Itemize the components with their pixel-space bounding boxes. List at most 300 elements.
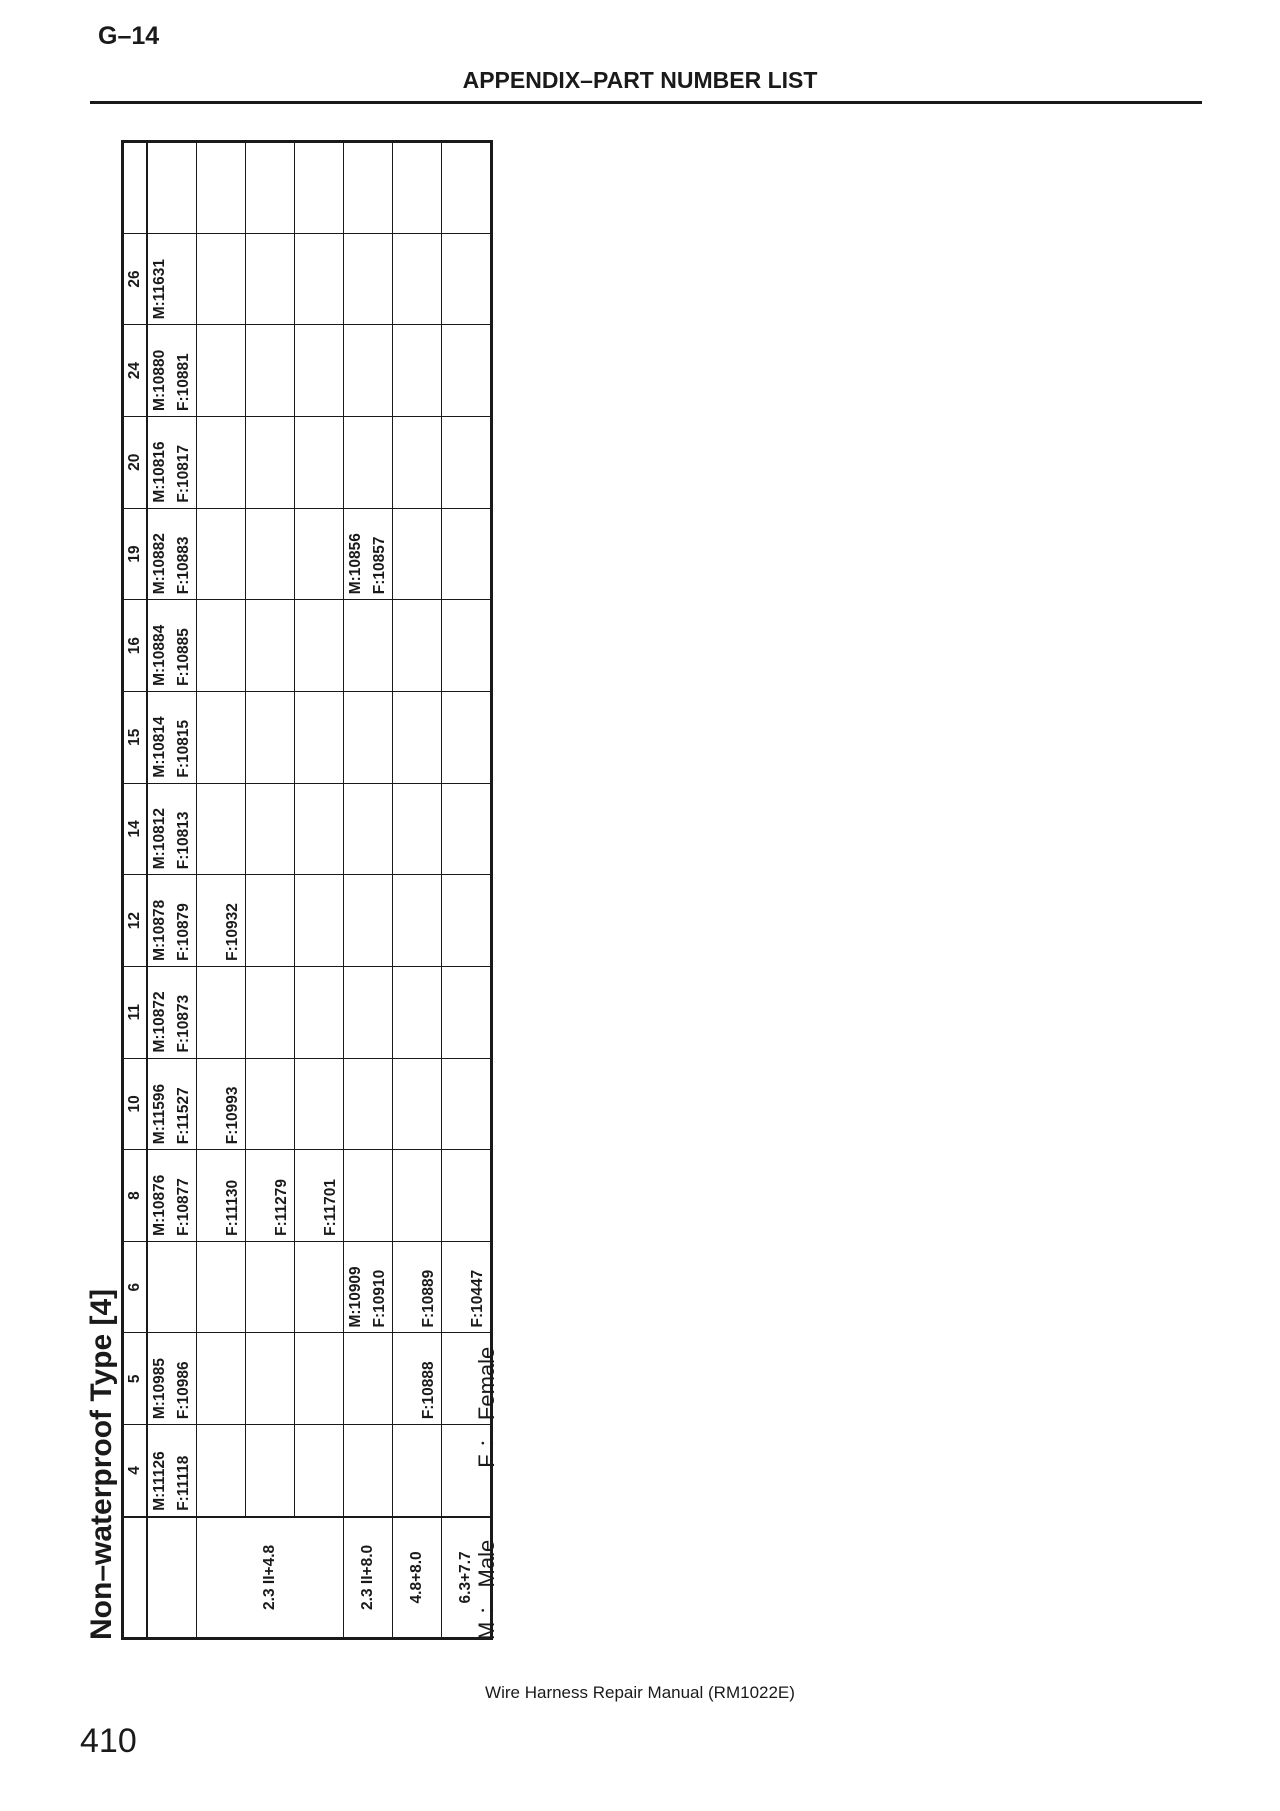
part-number bbox=[246, 880, 270, 961]
part-number bbox=[368, 605, 392, 686]
part-number bbox=[221, 330, 245, 411]
part-number bbox=[417, 422, 441, 503]
part-number bbox=[442, 422, 466, 503]
part-number-cell bbox=[147, 966, 197, 1058]
part-number bbox=[270, 330, 294, 411]
part-number: F:11118 bbox=[175, 1455, 192, 1511]
part-number bbox=[197, 330, 221, 411]
part-number-cell bbox=[246, 691, 295, 783]
part-number bbox=[295, 1247, 319, 1328]
part-number bbox=[393, 605, 417, 686]
part-number bbox=[270, 697, 294, 778]
part-number bbox=[197, 514, 221, 595]
column-header: 26 bbox=[123, 233, 148, 325]
part-number bbox=[246, 239, 270, 320]
part-number-cell bbox=[442, 416, 492, 508]
part-number bbox=[295, 514, 319, 595]
part-number bbox=[466, 148, 490, 228]
part-number bbox=[246, 148, 270, 228]
part-number bbox=[246, 514, 270, 595]
part-number-cell bbox=[295, 1241, 344, 1333]
part-number-cell bbox=[344, 233, 393, 325]
part-number bbox=[295, 1064, 319, 1145]
part-number-cell bbox=[246, 1425, 295, 1517]
part-number: M:10812 bbox=[151, 808, 168, 870]
table-title: Non–waterproof Type [4] bbox=[85, 1288, 118, 1640]
part-number: M:10814 bbox=[151, 716, 168, 778]
part-number: M:10878 bbox=[151, 899, 168, 961]
part-number bbox=[319, 789, 343, 870]
part-number bbox=[295, 789, 319, 870]
column-header: 5 bbox=[123, 1333, 148, 1425]
part-number bbox=[295, 148, 319, 228]
part-number: F:10986 bbox=[175, 1361, 192, 1420]
page-code: G–14 bbox=[98, 22, 160, 50]
part-number: M:10884 bbox=[151, 624, 168, 686]
part-number bbox=[221, 1430, 245, 1511]
part-number-cell bbox=[295, 1425, 344, 1517]
part-number: F:10932 bbox=[224, 903, 241, 961]
part-number bbox=[221, 1247, 245, 1328]
part-number bbox=[442, 330, 466, 411]
part-number-cell bbox=[246, 783, 295, 875]
part-number bbox=[466, 697, 490, 778]
row-label: 6.3+7.7 bbox=[442, 1517, 492, 1639]
part-number bbox=[417, 1430, 441, 1511]
part-number bbox=[197, 789, 221, 870]
part-number-cell bbox=[344, 1058, 393, 1150]
part-number bbox=[246, 789, 270, 870]
part-number-cell bbox=[147, 233, 197, 325]
part-number bbox=[319, 972, 343, 1053]
part-number bbox=[466, 1064, 490, 1145]
part-number-cell bbox=[197, 325, 246, 417]
row-label: 2.3 II+4.8 bbox=[197, 1517, 344, 1639]
part-number: F:11279 bbox=[273, 1178, 290, 1236]
part-number-cell bbox=[246, 600, 295, 692]
part-number bbox=[295, 972, 319, 1053]
part-number: F:10815 bbox=[175, 719, 192, 778]
part-number-cell bbox=[393, 508, 442, 600]
legend-female: F ： Female bbox=[474, 1346, 499, 1468]
part-number: F:10877 bbox=[175, 1178, 192, 1236]
part-number: M:10985 bbox=[151, 1357, 168, 1420]
table-row bbox=[344, 142, 393, 1639]
part-number bbox=[442, 1247, 466, 1328]
part-number-cell bbox=[197, 1425, 246, 1517]
column-header: 14 bbox=[123, 783, 148, 875]
part-number bbox=[417, 514, 441, 595]
part-number: F:11701 bbox=[322, 1178, 339, 1236]
part-number bbox=[442, 514, 466, 595]
part-number bbox=[295, 880, 319, 961]
part-number-cell bbox=[393, 416, 442, 508]
part-number: M:10909 bbox=[347, 1266, 364, 1328]
part-number-cell bbox=[344, 1425, 393, 1517]
part-number bbox=[442, 1339, 466, 1420]
part-number bbox=[466, 239, 490, 320]
part-number: M:10882 bbox=[151, 533, 168, 595]
part-number: F:11527 bbox=[175, 1087, 192, 1145]
part-number-cell bbox=[147, 600, 197, 692]
part-number bbox=[393, 789, 417, 870]
part-number-cell bbox=[147, 1241, 197, 1333]
part-number bbox=[442, 972, 466, 1053]
part-number bbox=[442, 239, 466, 320]
part-number bbox=[344, 880, 368, 961]
header-rule bbox=[90, 101, 1202, 104]
part-number: F:10447 bbox=[469, 1269, 486, 1328]
part-number bbox=[344, 330, 368, 411]
part-number bbox=[344, 148, 368, 228]
part-number bbox=[319, 148, 343, 228]
part-number bbox=[246, 1339, 270, 1420]
part-number bbox=[319, 1247, 343, 1328]
part-number bbox=[466, 330, 490, 411]
part-number-cell bbox=[393, 875, 442, 967]
part-number bbox=[319, 1064, 343, 1145]
row-label: 4.8+8.0 bbox=[393, 1517, 442, 1639]
part-number-cell bbox=[197, 233, 246, 325]
part-number bbox=[368, 422, 392, 503]
part-number-cell bbox=[295, 1150, 344, 1242]
part-number-cell bbox=[442, 875, 492, 967]
part-number bbox=[221, 697, 245, 778]
part-number: F:10888 bbox=[420, 1361, 437, 1420]
part-number-cell bbox=[344, 1241, 393, 1333]
part-number-cell bbox=[442, 783, 492, 875]
part-number bbox=[246, 422, 270, 503]
part-number bbox=[148, 1247, 172, 1328]
table-row bbox=[295, 142, 344, 1639]
part-number-cell bbox=[147, 142, 197, 234]
table-row bbox=[147, 142, 197, 1639]
part-number bbox=[368, 330, 392, 411]
part-number-cell bbox=[246, 142, 295, 234]
part-number bbox=[368, 148, 392, 228]
part-number-cell bbox=[295, 783, 344, 875]
part-number-cell bbox=[393, 966, 442, 1058]
part-number bbox=[393, 422, 417, 503]
column-header: 11 bbox=[123, 966, 148, 1058]
column-header: 20 bbox=[123, 416, 148, 508]
part-number: F:10879 bbox=[175, 903, 192, 961]
part-number bbox=[319, 1339, 343, 1420]
part-number: F:10889 bbox=[420, 1269, 437, 1328]
part-number bbox=[393, 1339, 417, 1420]
part-number-cell bbox=[197, 600, 246, 692]
part-number-cell bbox=[344, 1150, 393, 1242]
part-number-cell bbox=[295, 875, 344, 967]
part-number bbox=[270, 514, 294, 595]
part-number: M:10816 bbox=[151, 441, 168, 503]
part-number-cell bbox=[344, 325, 393, 417]
part-number bbox=[246, 972, 270, 1053]
part-number: F:10883 bbox=[175, 536, 192, 595]
part-number bbox=[368, 1430, 392, 1511]
part-number bbox=[197, 697, 221, 778]
part-number-cell bbox=[393, 1425, 442, 1517]
part-number bbox=[368, 972, 392, 1053]
part-number bbox=[442, 789, 466, 870]
part-number bbox=[295, 239, 319, 320]
part-number bbox=[393, 1155, 417, 1236]
part-number bbox=[172, 1247, 196, 1328]
part-number bbox=[417, 330, 441, 411]
part-number bbox=[270, 1064, 294, 1145]
part-number bbox=[197, 605, 221, 686]
part-number bbox=[295, 605, 319, 686]
part-number bbox=[417, 148, 441, 228]
part-number bbox=[270, 239, 294, 320]
part-number: M:10856 bbox=[347, 533, 364, 595]
table-row bbox=[197, 142, 246, 1639]
part-number bbox=[344, 789, 368, 870]
part-number bbox=[295, 1339, 319, 1420]
part-number-cell bbox=[246, 325, 295, 417]
part-number bbox=[295, 422, 319, 503]
part-number bbox=[197, 972, 221, 1053]
part-number-cell bbox=[344, 783, 393, 875]
part-number-cell bbox=[344, 1333, 393, 1425]
part-number-cell bbox=[246, 416, 295, 508]
part-number bbox=[344, 697, 368, 778]
part-number bbox=[197, 239, 221, 320]
part-number-cell bbox=[393, 1241, 442, 1333]
part-number bbox=[442, 1064, 466, 1145]
part-number bbox=[393, 972, 417, 1053]
part-number bbox=[319, 514, 343, 595]
column-header bbox=[123, 142, 148, 234]
part-number-cell bbox=[246, 1333, 295, 1425]
part-number: F:10993 bbox=[224, 1086, 241, 1145]
column-header: 19 bbox=[123, 508, 148, 600]
part-number: F:10817 bbox=[175, 444, 192, 503]
part-number bbox=[197, 1430, 221, 1511]
part-number bbox=[148, 148, 172, 228]
part-number bbox=[393, 148, 417, 228]
part-number-cell bbox=[344, 966, 393, 1058]
footer-text: Wire Harness Repair Manual (RM1022E) bbox=[485, 1683, 795, 1702]
part-number-cell bbox=[442, 966, 492, 1058]
table-header-row bbox=[123, 142, 148, 1639]
legend bbox=[470, 1347, 501, 1640]
part-number-cell bbox=[393, 233, 442, 325]
rotated-part-number-figure bbox=[85, 140, 535, 1640]
part-number: F:11130 bbox=[224, 1179, 241, 1236]
part-number-cell bbox=[246, 508, 295, 600]
part-number bbox=[417, 789, 441, 870]
part-number bbox=[393, 1430, 417, 1511]
part-number-cell bbox=[393, 142, 442, 234]
part-number-cell bbox=[246, 1150, 295, 1242]
part-number bbox=[368, 880, 392, 961]
part-number bbox=[442, 1155, 466, 1236]
part-number bbox=[368, 1064, 392, 1145]
part-number-cell bbox=[393, 325, 442, 417]
part-number-cell bbox=[295, 600, 344, 692]
part-number bbox=[393, 514, 417, 595]
part-number-cell bbox=[442, 600, 492, 692]
part-number-cell bbox=[393, 600, 442, 692]
part-number bbox=[393, 1247, 417, 1328]
part-number bbox=[417, 1064, 441, 1145]
part-number bbox=[246, 330, 270, 411]
part-number-cell bbox=[393, 691, 442, 783]
part-number bbox=[319, 880, 343, 961]
page-header: APPENDIX–PART NUMBER LIST bbox=[462, 67, 818, 93]
part-number bbox=[246, 1247, 270, 1328]
part-number: F:10857 bbox=[371, 536, 388, 595]
part-number bbox=[466, 1155, 490, 1236]
part-number-cell bbox=[393, 783, 442, 875]
part-number bbox=[295, 330, 319, 411]
part-number bbox=[197, 880, 221, 961]
part-number-cell bbox=[393, 1058, 442, 1150]
part-number bbox=[393, 697, 417, 778]
part-number bbox=[344, 1430, 368, 1511]
part-number bbox=[270, 880, 294, 961]
part-number bbox=[466, 972, 490, 1053]
part-number-cell bbox=[147, 1058, 197, 1150]
part-number bbox=[270, 789, 294, 870]
part-number bbox=[344, 1155, 368, 1236]
part-number-cell bbox=[442, 1058, 492, 1150]
part-number-cell bbox=[393, 1333, 442, 1425]
part-number bbox=[319, 605, 343, 686]
row-label bbox=[147, 1517, 197, 1639]
part-number bbox=[246, 1064, 270, 1145]
part-number bbox=[344, 239, 368, 320]
part-number bbox=[197, 422, 221, 503]
part-number bbox=[197, 1155, 221, 1236]
column-header: 6 bbox=[123, 1241, 148, 1333]
part-number-cell bbox=[246, 875, 295, 967]
column-header: 12 bbox=[123, 875, 148, 967]
column-header: 15 bbox=[123, 691, 148, 783]
part-number bbox=[197, 1064, 221, 1145]
part-number-cell bbox=[295, 142, 344, 234]
part-number bbox=[246, 1155, 270, 1236]
row-label: 2.3 II+8.0 bbox=[344, 1517, 393, 1639]
part-number-cell bbox=[197, 875, 246, 967]
part-number-cell bbox=[344, 416, 393, 508]
part-number bbox=[368, 239, 392, 320]
part-number-cell bbox=[442, 1150, 492, 1242]
part-number-cell bbox=[246, 966, 295, 1058]
part-number: M:11596 bbox=[151, 1083, 168, 1145]
part-number bbox=[172, 239, 196, 320]
part-number-cell bbox=[344, 142, 393, 234]
part-number bbox=[197, 1247, 221, 1328]
part-number bbox=[466, 422, 490, 503]
table-corner-cell bbox=[123, 1517, 148, 1639]
part-number bbox=[417, 880, 441, 961]
part-number-cell bbox=[295, 1333, 344, 1425]
page-number: 410 bbox=[80, 1722, 137, 1760]
part-number-cell bbox=[393, 1150, 442, 1242]
part-number-cell bbox=[246, 233, 295, 325]
part-number-cell bbox=[295, 233, 344, 325]
part-number bbox=[344, 972, 368, 1053]
part-number: M:10880 bbox=[151, 349, 168, 411]
part-number bbox=[368, 1155, 392, 1236]
part-number: F:10885 bbox=[175, 628, 192, 686]
part-number-cell bbox=[197, 416, 246, 508]
part-number-cell bbox=[295, 691, 344, 783]
part-number-cell bbox=[197, 142, 246, 234]
part-number-cell bbox=[147, 875, 197, 967]
part-number: F:10910 bbox=[371, 1269, 388, 1328]
part-number bbox=[221, 972, 245, 1053]
part-number bbox=[442, 697, 466, 778]
part-number bbox=[197, 1339, 221, 1420]
part-number bbox=[344, 422, 368, 503]
column-header: 16 bbox=[123, 600, 148, 692]
column-header: 8 bbox=[123, 1150, 148, 1242]
part-number bbox=[466, 514, 490, 595]
part-number-cell bbox=[197, 1150, 246, 1242]
part-number: M:11631 bbox=[151, 258, 168, 320]
part-number bbox=[221, 605, 245, 686]
part-number-cell bbox=[442, 325, 492, 417]
part-number bbox=[417, 972, 441, 1053]
part-number bbox=[393, 1064, 417, 1145]
part-number-cell bbox=[147, 691, 197, 783]
part-number bbox=[344, 1339, 368, 1420]
part-number bbox=[417, 605, 441, 686]
part-number bbox=[368, 789, 392, 870]
part-number-cell bbox=[197, 1333, 246, 1425]
part-number bbox=[221, 148, 245, 228]
part-number-cell bbox=[246, 1058, 295, 1150]
part-number-cell bbox=[442, 508, 492, 600]
part-number bbox=[442, 148, 466, 228]
part-number: M:10876 bbox=[151, 1174, 168, 1236]
part-number: M:11126 bbox=[151, 1451, 168, 1511]
table-body bbox=[123, 142, 492, 1639]
part-number bbox=[417, 239, 441, 320]
part-number-cell bbox=[197, 691, 246, 783]
part-number bbox=[246, 697, 270, 778]
part-number-cell bbox=[197, 1058, 246, 1150]
part-number bbox=[246, 605, 270, 686]
part-number bbox=[221, 239, 245, 320]
part-number bbox=[368, 1339, 392, 1420]
part-number-cell bbox=[344, 691, 393, 783]
part-number bbox=[295, 697, 319, 778]
part-number-cell bbox=[295, 1058, 344, 1150]
part-number bbox=[319, 697, 343, 778]
column-header: 10 bbox=[123, 1058, 148, 1150]
part-number bbox=[466, 880, 490, 961]
part-number-cell bbox=[197, 508, 246, 600]
part-number-cell bbox=[147, 1333, 197, 1425]
part-number-cell bbox=[295, 966, 344, 1058]
part-number bbox=[319, 1430, 343, 1511]
part-number bbox=[319, 422, 343, 503]
part-number-cell bbox=[147, 1150, 197, 1242]
part-number bbox=[221, 789, 245, 870]
part-number bbox=[270, 1430, 294, 1511]
part-number bbox=[319, 239, 343, 320]
part-number-cell bbox=[147, 508, 197, 600]
part-number-cell bbox=[344, 600, 393, 692]
part-number bbox=[221, 422, 245, 503]
part-number bbox=[270, 605, 294, 686]
part-number bbox=[172, 148, 196, 228]
part-number-cell bbox=[442, 142, 492, 234]
